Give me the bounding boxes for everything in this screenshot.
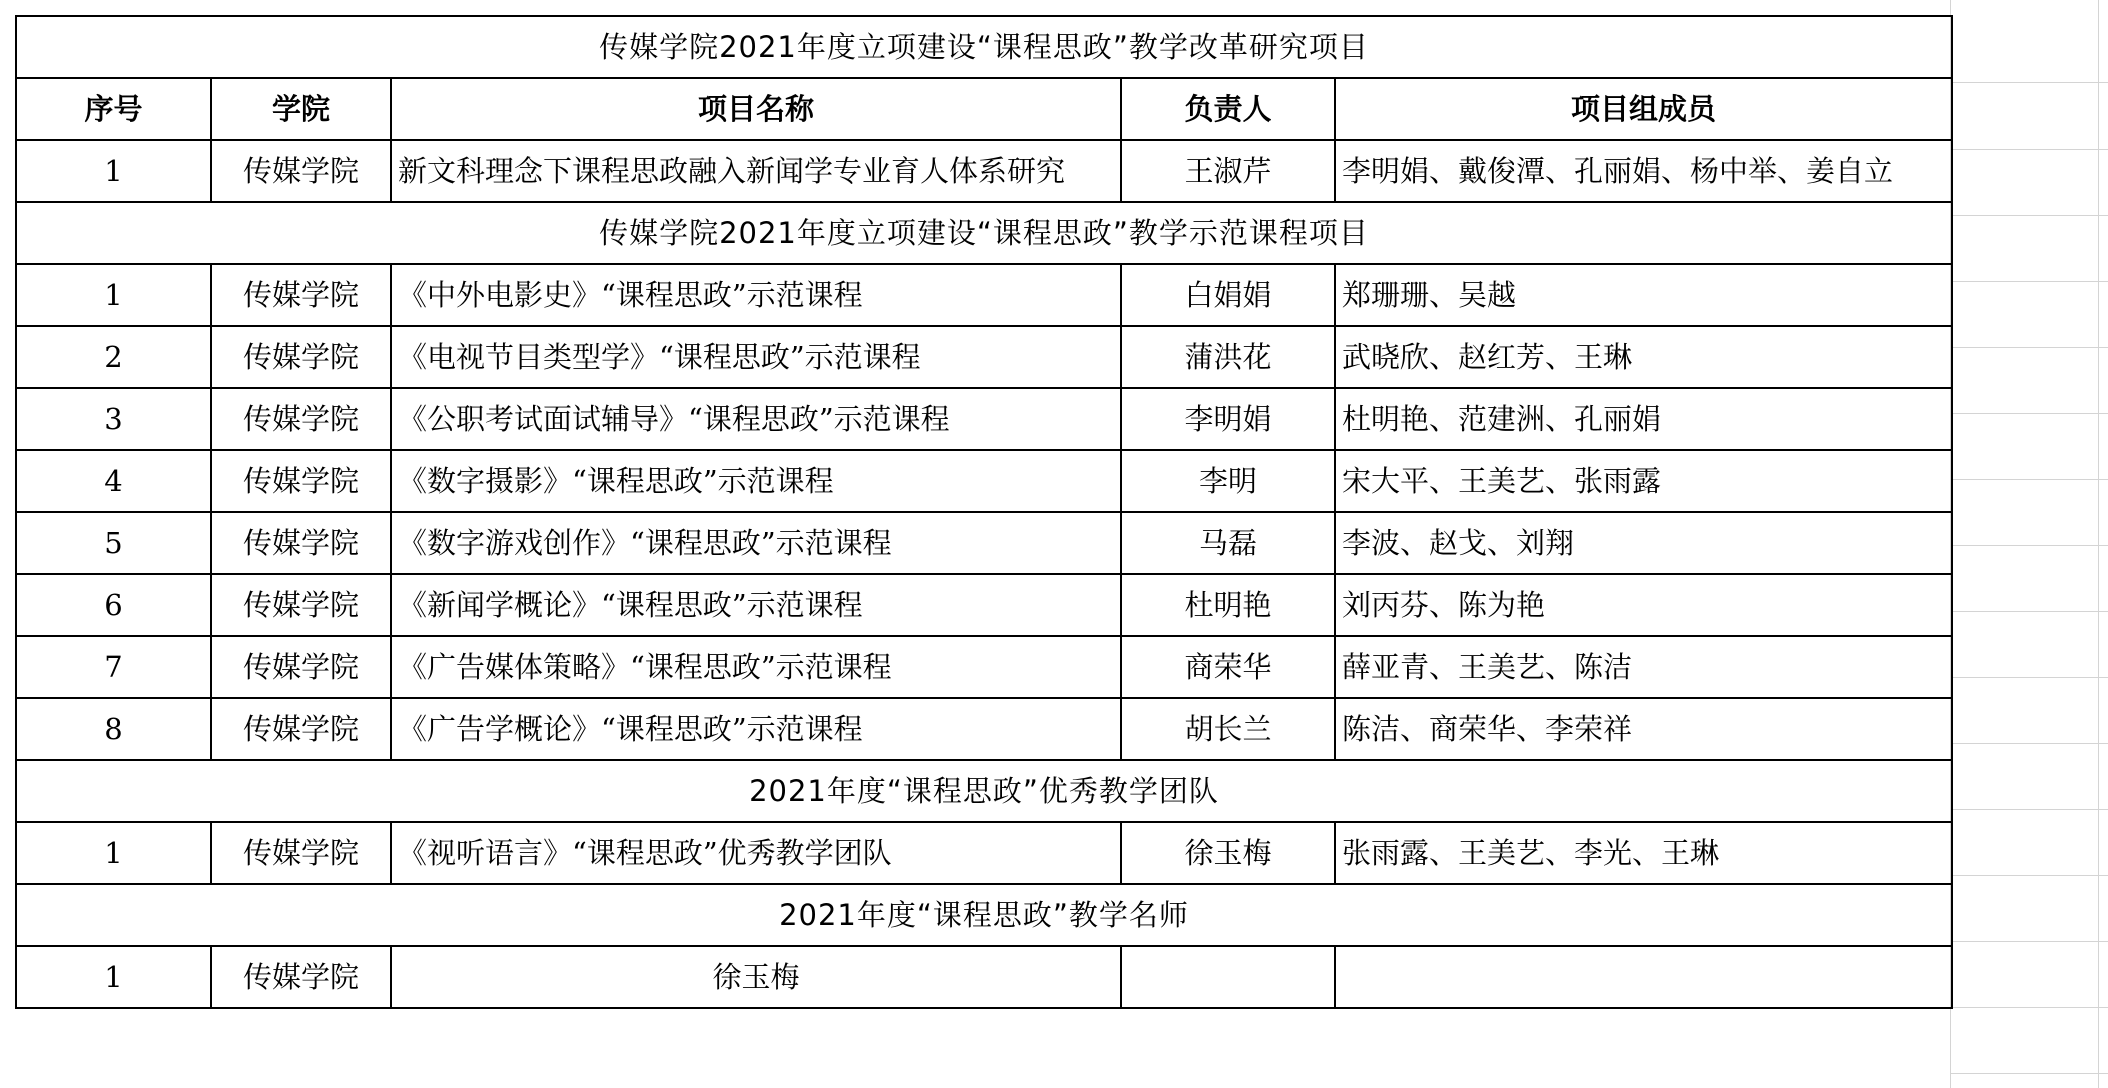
table-row — [16, 946, 1952, 1008]
column-header-college[interactable]: 学院 — [211, 78, 391, 140]
section-title[interactable]: 传媒学院2021年度立项建设“课程思政”教学示范课程项目 — [16, 202, 1952, 264]
cell-leader[interactable]: 李明 — [1121, 450, 1335, 512]
sheet-gridline — [1950, 281, 2108, 282]
cell-seq[interactable]: 1 — [16, 822, 211, 884]
cell-college[interactable]: 传媒学院 — [211, 574, 391, 636]
cell-leader[interactable]: 白娟娟 — [1121, 264, 1335, 326]
sheet-gridline — [1950, 809, 2108, 810]
cell-members[interactable] — [1335, 946, 1952, 1008]
cell-project-name[interactable]: 《公职考试面试辅导》“课程思政”示范课程 — [391, 388, 1121, 450]
cell-college[interactable]: 传媒学院 — [211, 698, 391, 760]
cell-members[interactable]: 杜明艳、范建洲、孔丽娟 — [1335, 388, 1952, 450]
cell-seq[interactable]: 3 — [16, 388, 211, 450]
sheet-gridline — [1950, 149, 2108, 150]
column-header-project-name[interactable]: 项目名称 — [391, 78, 1121, 140]
cell-members[interactable]: 张雨露、王美艺、李光、王琳 — [1335, 822, 1952, 884]
section-title[interactable]: 2021年度“课程思政”优秀教学团队 — [16, 760, 1952, 822]
cell-project-name[interactable]: 《广告媒体策略》“课程思政”示范课程 — [391, 636, 1121, 698]
cell-members[interactable]: 李波、赵戈、刘翔 — [1335, 512, 1952, 574]
sheet-gridline — [1950, 1007, 2108, 1008]
cell-project-name[interactable]: 《数字游戏创作》“课程思政”示范课程 — [391, 512, 1121, 574]
sheet-gridline — [1950, 743, 2108, 744]
cell-leader[interactable] — [1121, 946, 1335, 1008]
sheet-gridline — [1950, 677, 2108, 678]
cell-project-name[interactable]: 《电视节目类型学》“课程思政”示范课程 — [391, 326, 1121, 388]
table-row — [16, 326, 1952, 388]
section-title[interactable]: 传媒学院2021年度立项建设“课程思政”教学改革研究项目 — [16, 16, 1952, 78]
cell-members[interactable]: 武晓欣、赵红芳、王琳 — [1335, 326, 1952, 388]
cell-leader[interactable]: 杜明艳 — [1121, 574, 1335, 636]
cell-project-name[interactable]: 《中外电影史》“课程思政”示范课程 — [391, 264, 1121, 326]
header-row — [16, 78, 1952, 140]
cell-leader[interactable]: 商荣华 — [1121, 636, 1335, 698]
cell-leader[interactable]: 蒲洪花 — [1121, 326, 1335, 388]
cell-seq[interactable]: 7 — [16, 636, 211, 698]
cell-seq[interactable]: 1 — [16, 264, 211, 326]
cell-project-name[interactable]: 《新闻学概论》“课程思政”示范课程 — [391, 574, 1121, 636]
cell-seq[interactable]: 6 — [16, 574, 211, 636]
cell-members[interactable]: 郑珊珊、吴越 — [1335, 264, 1952, 326]
cell-leader[interactable]: 马磊 — [1121, 512, 1335, 574]
table-row — [16, 512, 1952, 574]
sheet-gridline — [1950, 413, 2108, 414]
cell-college[interactable]: 传媒学院 — [211, 264, 391, 326]
cell-college[interactable]: 传媒学院 — [211, 512, 391, 574]
section-title-row — [16, 760, 1952, 822]
cell-members[interactable]: 宋大平、王美艺、张雨露 — [1335, 450, 1952, 512]
cell-college[interactable]: 传媒学院 — [211, 140, 391, 202]
cell-college[interactable]: 传媒学院 — [211, 946, 391, 1008]
table-row — [16, 574, 1952, 636]
cell-project-name[interactable]: 《视听语言》“课程思政”优秀教学团队 — [391, 822, 1121, 884]
cell-seq[interactable]: 4 — [16, 450, 211, 512]
sheet-gridline — [1950, 82, 2108, 83]
section-title-row — [16, 884, 1952, 946]
cell-project-name[interactable]: 徐玉梅 — [391, 946, 1121, 1008]
cell-seq[interactable]: 8 — [16, 698, 211, 760]
sheet-gridline — [1950, 545, 2108, 546]
table-row — [16, 636, 1952, 698]
table-row — [16, 388, 1952, 450]
cell-members[interactable]: 薛亚青、王美艺、陈洁 — [1335, 636, 1952, 698]
column-header-seq[interactable]: 序号 — [16, 78, 211, 140]
cell-college[interactable]: 传媒学院 — [211, 326, 391, 388]
cell-seq[interactable]: 2 — [16, 326, 211, 388]
cell-members[interactable]: 李明娟、戴俊潭、孔丽娟、杨中举、姜自立 — [1335, 140, 1952, 202]
sheet-gridline — [1950, 941, 2108, 942]
cell-seq[interactable]: 1 — [16, 140, 211, 202]
table-row — [16, 698, 1952, 760]
table-row — [16, 822, 1952, 884]
cell-college[interactable]: 传媒学院 — [211, 636, 391, 698]
cell-leader[interactable]: 胡长兰 — [1121, 698, 1335, 760]
table-row — [16, 450, 1952, 512]
sheet-gridline — [1950, 479, 2108, 480]
cell-seq[interactable]: 5 — [16, 512, 211, 574]
section-title-row — [16, 202, 1952, 264]
cell-seq[interactable]: 1 — [16, 946, 211, 1008]
cell-college[interactable]: 传媒学院 — [211, 450, 391, 512]
column-header-leader[interactable]: 负责人 — [1121, 78, 1335, 140]
project-table — [15, 15, 1953, 1009]
table-row — [16, 140, 1952, 202]
cell-college[interactable]: 传媒学院 — [211, 822, 391, 884]
sheet-gridline — [1950, 875, 2108, 876]
cell-project-name[interactable]: 《数字摄影》“课程思政”示范课程 — [391, 450, 1121, 512]
section-title[interactable]: 2021年度“课程思政”教学名师 — [16, 884, 1952, 946]
cell-leader[interactable]: 徐玉梅 — [1121, 822, 1335, 884]
cell-members[interactable]: 刘丙芬、陈为艳 — [1335, 574, 1952, 636]
sheet-gridline — [1950, 215, 2108, 216]
cell-project-name[interactable]: 《广告学概论》“课程思政”示范课程 — [391, 698, 1121, 760]
sheet-gridline — [1950, 611, 2108, 612]
table-row — [16, 264, 1952, 326]
sheet-gridline — [1950, 347, 2108, 348]
column-header-members[interactable]: 项目组成员 — [1335, 78, 1952, 140]
section-title-row — [16, 16, 1952, 78]
cell-leader[interactable]: 王淑芹 — [1121, 140, 1335, 202]
cell-leader[interactable]: 李明娟 — [1121, 388, 1335, 450]
sheet-gridline — [1950, 1073, 2108, 1074]
sheet-gridline — [2098, 0, 2099, 1088]
cell-college[interactable]: 传媒学院 — [211, 388, 391, 450]
cell-members[interactable]: 陈洁、商荣华、李荣祥 — [1335, 698, 1952, 760]
cell-project-name[interactable]: 新文科理念下课程思政融入新闻学专业育人体系研究 — [391, 140, 1121, 202]
